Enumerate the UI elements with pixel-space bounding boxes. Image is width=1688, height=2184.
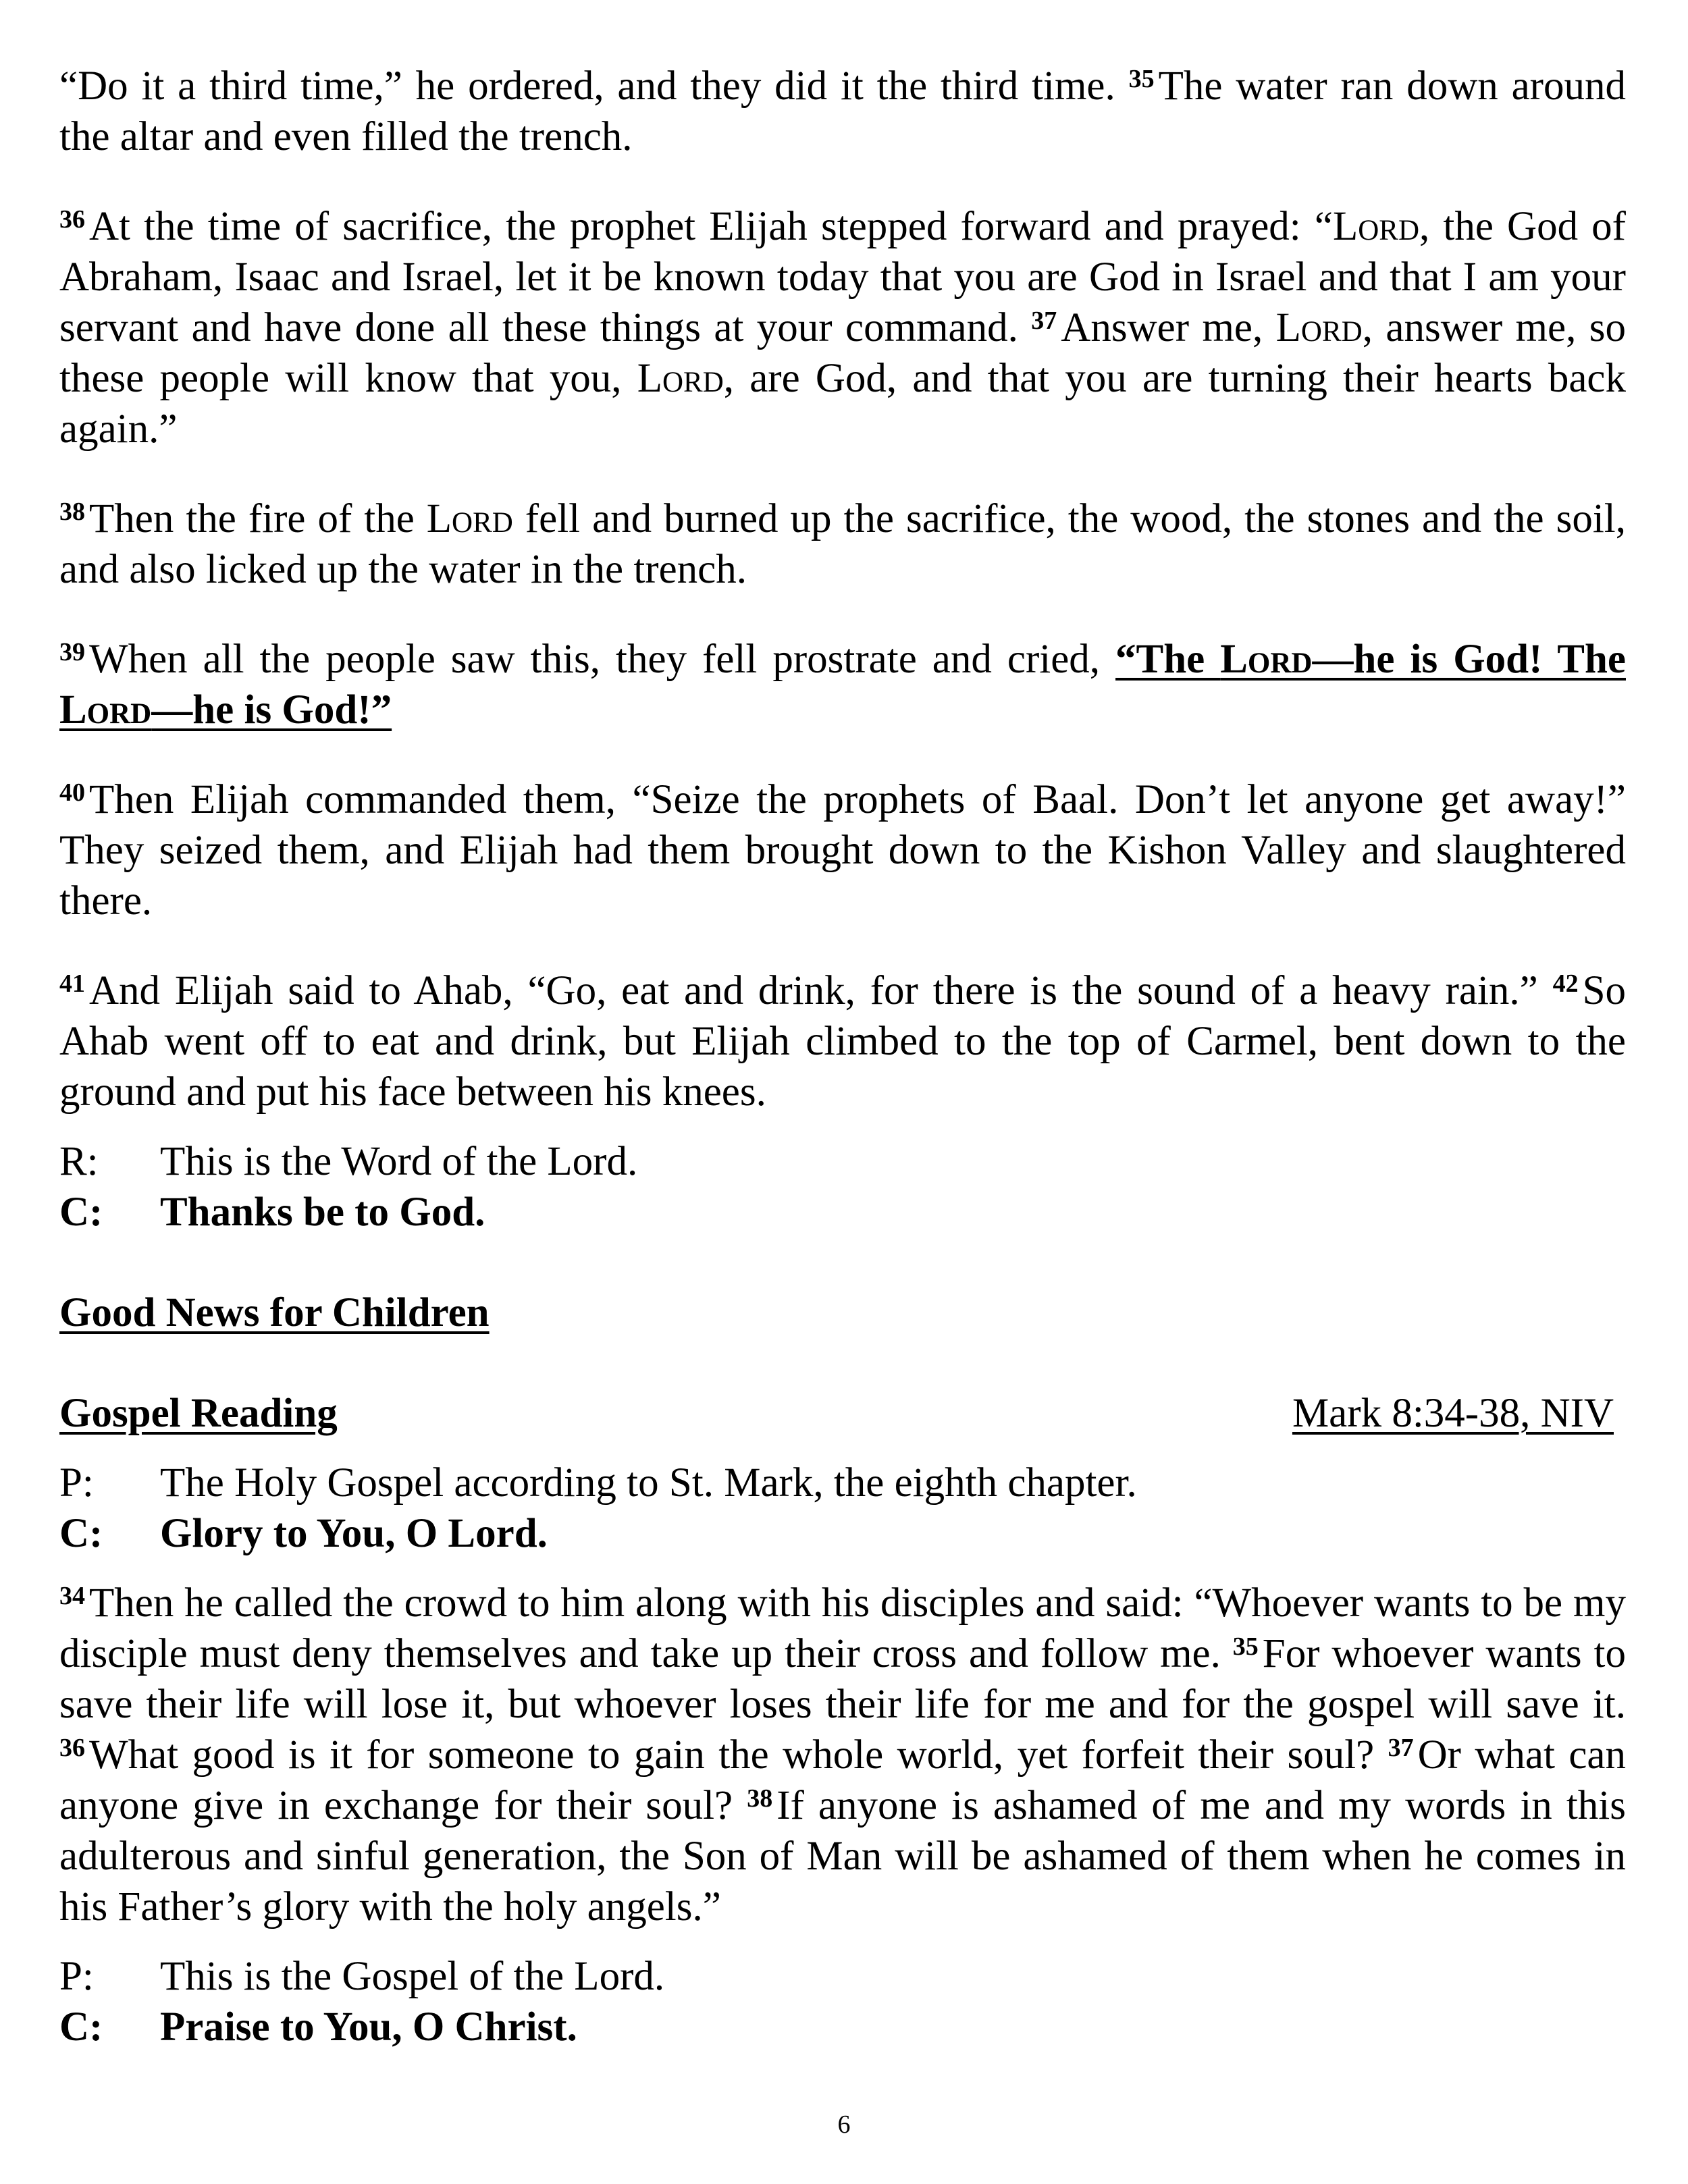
verse-number: 39 — [59, 638, 85, 666]
speaker-label: C: — [59, 2004, 103, 2050]
emphasized-text: Lord — [1220, 637, 1313, 682]
verse-number: 35 — [1232, 1632, 1259, 1661]
response-text: Thanks be to God. — [160, 1190, 485, 1235]
verse-text: Then he called the crowd to him along with his disciples and said: “Whoever wants to be my disciple must deny themselves and take up their cross and follow me. — [59, 1580, 1626, 1676]
verse-number: 36 — [59, 205, 85, 234]
verse-text: Or what can anyone give in exchange for their soul? — [59, 1732, 1626, 1828]
page-number: 6 — [837, 2110, 851, 2139]
section-title: Good News for Children — [59, 1290, 490, 1335]
verse-text: The water ran down around the altar and even filled the trench. — [59, 63, 1626, 159]
lord-small-caps: Lord — [1275, 305, 1363, 350]
document-page — [59, 61, 1626, 2052]
scripture-paragraph — [59, 634, 1626, 735]
speaker-label: R: — [59, 1139, 99, 1184]
verse-number: 37 — [1388, 1734, 1414, 1762]
verse-text: Then the fire of the — [89, 496, 427, 541]
responsive-line — [59, 1458, 1626, 1508]
scripture-paragraph — [59, 61, 1626, 162]
responsive-line — [59, 2002, 1626, 2052]
verse-text: , answer me, so these people will know that you, — [59, 305, 1626, 401]
scripture-paragraph — [59, 494, 1626, 595]
response-text: Glory to You, O Lord. — [160, 1511, 548, 1556]
response-text: This is the Word of the Lord. — [160, 1139, 638, 1184]
lord-small-caps: Lord — [637, 356, 724, 401]
emphasized-text: —he is God!” — [151, 687, 392, 733]
scripture-paragraph — [59, 1578, 1626, 1932]
responsive-line — [59, 1951, 1626, 2002]
verse-text: And Elijah said to Ahab, “Go, eat and drink, for there is the sound of a heavy rain.” — [89, 968, 1553, 1013]
emphasized-text: —he is God! The — [1312, 637, 1626, 682]
verse-text: When all the people saw this, they fell prostrate and cried, — [89, 637, 1116, 682]
section-heading — [59, 1287, 1626, 1338]
verse-text: So Ahab went off to eat and drink, but Elijah climbed to the top of Carmel, bent down to the ground and put his face between his knees. — [59, 968, 1626, 1115]
response-text: Praise to You, O Christ. — [160, 2004, 577, 2050]
section-heading — [59, 1388, 1626, 1439]
verse-text: “Do it a third time,” he ordered, and they did it the third time. — [59, 63, 1129, 109]
response-text: The Holy Gospel according to St. Mark, the eighth chapter. — [160, 1460, 1137, 1506]
verse-text: At the time of sacrifice, the prophet Elijah stepped forward and prayed: “ — [89, 204, 1333, 249]
verse-text: , are God, and that you are turning their hearts back again.” — [59, 356, 1626, 452]
verse-number: 40 — [59, 778, 85, 807]
scripture-paragraph — [59, 965, 1626, 1117]
response-text: This is the Gospel of the Lord. — [160, 1954, 665, 1999]
scripture-reference: Mark 8:34-38, NIV — [1292, 1391, 1614, 1436]
verse-text: What good is it for someone to gain the whole world, yet forfeit their soul? — [89, 1732, 1388, 1778]
responsive-line — [59, 1508, 1626, 1559]
verse-text: For whoever wants to save their life will lose it, but whoever loses their life for me and for the gospel will save it. — [59, 1631, 1626, 1727]
speaker-label: P: — [59, 1460, 94, 1506]
verse-number: 42 — [1552, 969, 1579, 998]
speaker-label: C: — [59, 1511, 103, 1556]
verse-text: If anyone is ashamed of me and my words in this adulterous and sinful generation, the Son of Man will be ashamed of them when he comes in his Father’s glory with the holy angels.” — [59, 1783, 1626, 1929]
verse-number: 38 — [747, 1784, 773, 1813]
speaker-label: C: — [59, 1190, 103, 1235]
verse-number: 41 — [59, 969, 85, 998]
lord-small-caps: Lord — [426, 496, 513, 541]
verse-text: fell and burned up the sacrifice, the wood, the stones and the soil, and also licked up the water in the trench. — [59, 496, 1626, 592]
emphasized-text: Lord — [59, 687, 152, 733]
verse-number: 35 — [1128, 65, 1155, 93]
section-title: Gospel Reading — [59, 1391, 338, 1436]
responsive-line — [59, 1187, 1626, 1237]
verse-text: Then Elijah commanded them, “Seize the prophets of Baal. Don’t let anyone get away!” They seized them, and Elijah had them brought down to the Kishon Valley and slaughtered there. — [59, 777, 1626, 924]
scripture-paragraph — [59, 774, 1626, 926]
responsive-line — [59, 1136, 1626, 1187]
verse-number: 37 — [1031, 307, 1057, 335]
speaker-label: P: — [59, 1954, 94, 1999]
verse-number: 34 — [59, 1582, 85, 1610]
scripture-paragraph — [59, 201, 1626, 454]
verse-text: Answer me, — [1061, 305, 1276, 350]
verse-number: 36 — [59, 1734, 85, 1762]
verse-number: 38 — [59, 498, 85, 526]
emphasized-text: “The — [1115, 637, 1221, 682]
lord-small-caps: Lord — [1332, 204, 1420, 249]
verse-text: , the God of Abraham, Isaac and Israel, let it be known today that you are God in Israel and that I am your servant and have done all these things at your command. — [59, 204, 1626, 350]
